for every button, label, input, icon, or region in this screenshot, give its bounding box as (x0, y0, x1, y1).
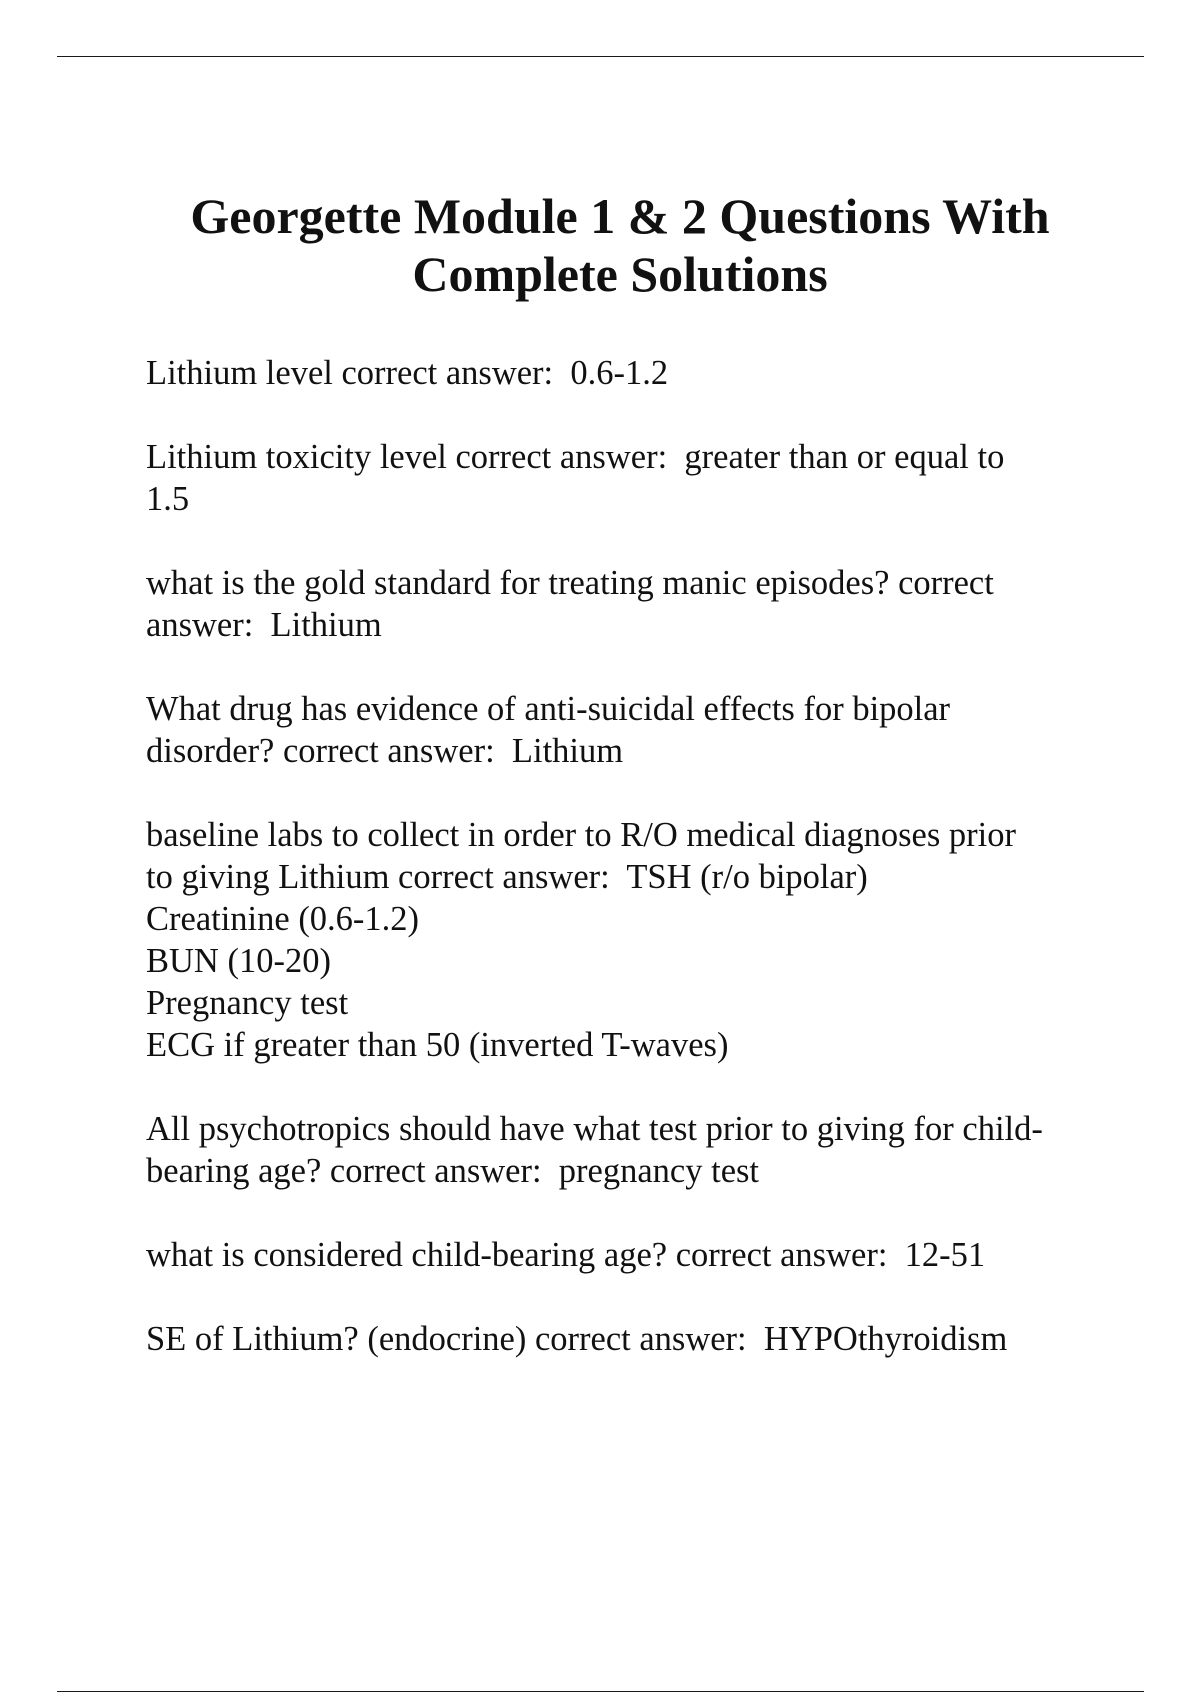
qa-line: What drug has evidence of anti-suicidal effects for bipolar (146, 690, 951, 728)
qa-line: Pregnancy test (146, 984, 349, 1022)
qa-line: what is the gold standard for treating manic episodes? correct (146, 564, 994, 602)
qa-line: Lithium toxicity level correct answer: greater than or equal to (146, 438, 1005, 476)
qa-item (146, 688, 1126, 772)
qa-item (146, 814, 1126, 1066)
qa-line: to giving Lithium correct answer: TSH (r/o bipolar) (146, 858, 868, 896)
qa-line: BUN (10-20) (146, 942, 331, 980)
qa-list (146, 352, 1126, 1402)
header-rule (57, 56, 1144, 57)
qa-line: Lithium level correct answer: 0.6-1.2 (146, 354, 669, 392)
qa-line: SE of Lithium? (endocrine) correct answer: HYPOthyroidism (146, 1320, 1008, 1358)
qa-item (146, 352, 1126, 394)
footer-rule (57, 1691, 1144, 1692)
qa-line: disorder? correct answer: Lithium (146, 732, 624, 770)
qa-item (146, 1108, 1126, 1192)
qa-line: 1.5 (146, 480, 190, 518)
document-title (60, 187, 1180, 303)
qa-line: Creatinine (0.6-1.2) (146, 900, 420, 938)
qa-item (146, 562, 1126, 646)
qa-item (146, 1234, 1126, 1276)
qa-line: ECG if greater than 50 (inverted T-waves) (146, 1026, 729, 1064)
qa-line: All psychotropics should have what test prior to giving for child- (146, 1110, 1043, 1148)
qa-line: baseline labs to collect in order to R/O medical diagnoses prior (146, 816, 1016, 854)
qa-line: what is considered child-bearing age? correct answer: 12-51 (146, 1236, 986, 1274)
qa-item (146, 436, 1126, 520)
qa-item (146, 1318, 1126, 1360)
document-title-line: Complete Solutions (412, 246, 828, 302)
qa-line: answer: Lithium (146, 606, 382, 644)
qa-line: bearing age? correct answer: pregnancy test (146, 1152, 760, 1190)
document-title-line: Georgette Module 1 & 2 Questions With (190, 188, 1050, 244)
